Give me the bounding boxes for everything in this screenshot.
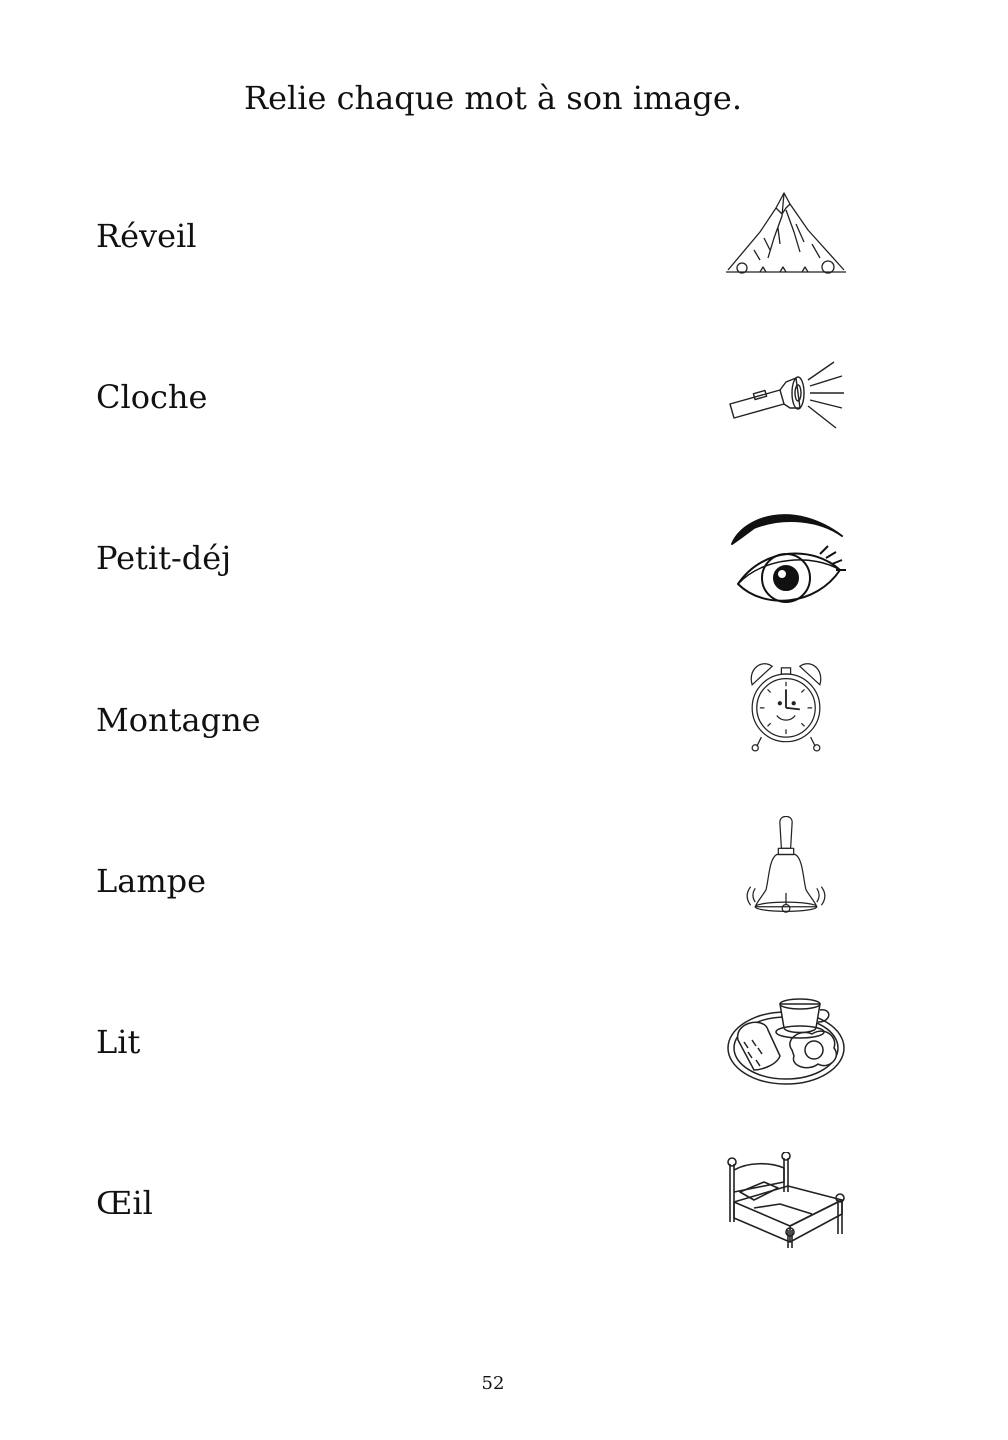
instruction-title: Relie chaque mot à son image.: [243, 79, 743, 117]
word-item: Lampe: [96, 862, 207, 900]
alarm-clock-icon: [724, 654, 848, 754]
word-item: Petit-déj: [96, 539, 232, 577]
flashlight-icon: [724, 346, 848, 446]
word-item: Lit: [96, 1023, 141, 1061]
word-item: Œil: [96, 1184, 153, 1222]
word-item: Montagne: [96, 701, 261, 739]
bed-icon: [724, 1152, 848, 1252]
word-item: Cloche: [96, 378, 208, 416]
page-number: 52: [481, 1373, 505, 1394]
word-item: Réveil: [96, 217, 197, 255]
mountain-icon: [724, 188, 848, 288]
breakfast-plate-icon: [724, 990, 848, 1090]
bell-icon: [724, 816, 848, 916]
eye-icon: [724, 506, 848, 606]
